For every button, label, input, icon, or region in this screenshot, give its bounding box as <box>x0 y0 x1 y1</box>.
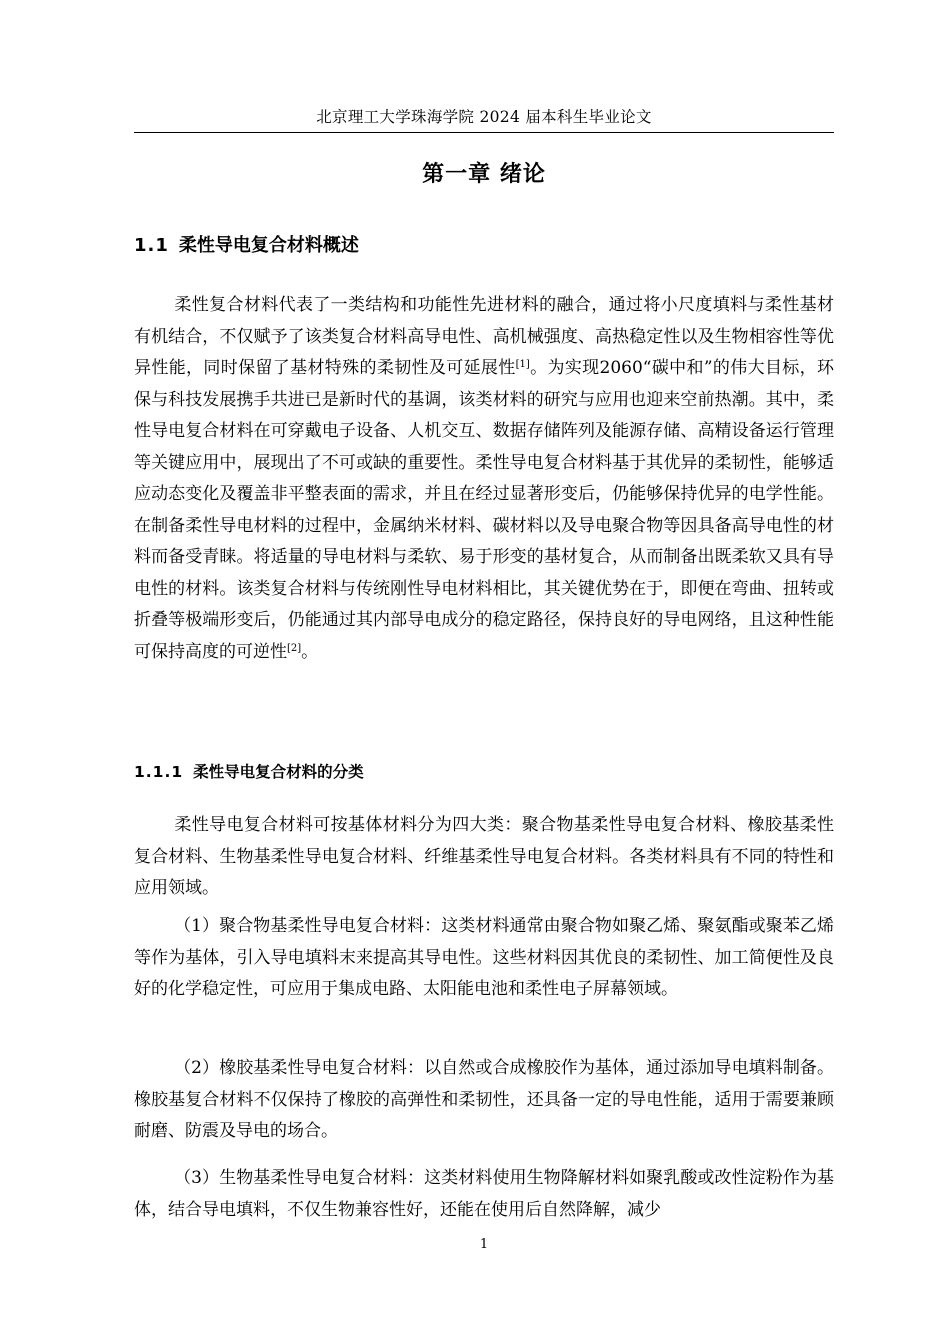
paragraph-classification-text: 柔性导电复合材料可按基体材料分为四大类：聚合物基柔性导电复合材料、橡胶基柔性复合材料、生物基柔性导电复合材料、纤维基柔性导电复合材料。各类材料具有不同的特性和应用领域。 <box>134 815 834 898</box>
subsection-title: 柔性导电复合材料的分类 <box>193 763 364 781</box>
running-header: 北京理工大学珠海学院 2024 届本科生毕业论文 <box>316 108 652 126</box>
subsection-number: 1.1.1 <box>134 763 184 781</box>
subsection-heading <box>134 760 364 784</box>
citation-2: [2] <box>287 642 302 654</box>
paragraph-classification <box>134 810 834 905</box>
header-rule <box>134 132 834 133</box>
chapter-title: 第一章 绪论 <box>422 162 546 187</box>
paragraph-polymer-based-text: （1）聚合物基柔性导电复合材料：这类材料通常由聚合物如聚乙烯、聚氨酯或聚苯乙烯等作为基体，引入导电填料末来提高其导电性。这些材料因其优良的柔韧性、加工简便性及良好的化学稳定性，可应用于集成电路、太阳能电池和柔性电子屏幕领域。 <box>134 916 834 999</box>
section-heading <box>134 233 359 259</box>
paragraph-overview-part-c: 。 <box>301 641 319 662</box>
citation-1: [1] <box>515 359 530 370</box>
paragraph-overview-part-b: 。为实现2060“碳中和”的伟大目标，环保与科技发展携手共进已是新时代的基调，该类材料的研究与应用也迎来空前热潮。其中，柔性导电复合材料在可穿戴电子设备、人机交互、数据存储阵列及能源存储、高精设备运行管理等关键应用中，展现出了不可或缺的重要性。柔性导电复合材料基于其优异的柔韧性，能够适应动态变化及覆盖非平整表面的需求，并且在经过显著形变后，仍能够保持优异的电学性能。在制备柔性导电材料的过程中，金属纳米材料、碳材料以及导电聚合物等因具备高导电性的材料而备受青睐。将适量的导电材料与柔软、易于形变的基材复合，从而制备出既柔软又具有导电性的材料。该类复合材料与传统刚性导电材料相比，其关键优势在于，即便在弯曲、扭转或折叠等极端形变后，仍能通过其内部导电成分的稳定路径，保持良好的导电网络，且这种性能可保持高度的可逆性 <box>134 358 834 662</box>
paragraph-bio-based <box>134 1163 834 1226</box>
paragraph-overview-part-a: 柔性复合材料代表了一类结构和功能性先进材料的融合，通过将小尺度填料与柔性基材有机结合，不仅赋予了该类复合材料高导电性、高机械强度、高热稳定性以及生物相容性等优异性能，同时保留了基材特殊的柔韧性及可延展性 <box>134 295 834 378</box>
paragraph-rubber-based-text: （2）橡胶基柔性导电复合材料：以自然或合成橡胶作为基体，通过添加导电填料制备。橡胶基复合材料不仅保持了橡胶的高弹性和柔韧性，还具备一定的导电性能，适用于需要兼顾耐磨、防震及导电的场合。 <box>134 1058 834 1141</box>
paragraph-polymer-based <box>134 911 834 1006</box>
page-number: 1 <box>479 1237 489 1252</box>
section-title: 柔性导电复合材料概述 <box>178 235 359 256</box>
paragraph-bio-based-text: （3）生物基柔性导电复合材料：这类材料使用生物降解材料如聚乳酸或改性淀粉作为基体，结合导电填料，不仅生物兼容性好，还能在使用后自然降解，减少 <box>134 1168 834 1220</box>
section-number: 1.1 <box>134 235 169 256</box>
paragraph-overview <box>134 290 834 668</box>
paragraph-rubber-based <box>134 1053 834 1148</box>
